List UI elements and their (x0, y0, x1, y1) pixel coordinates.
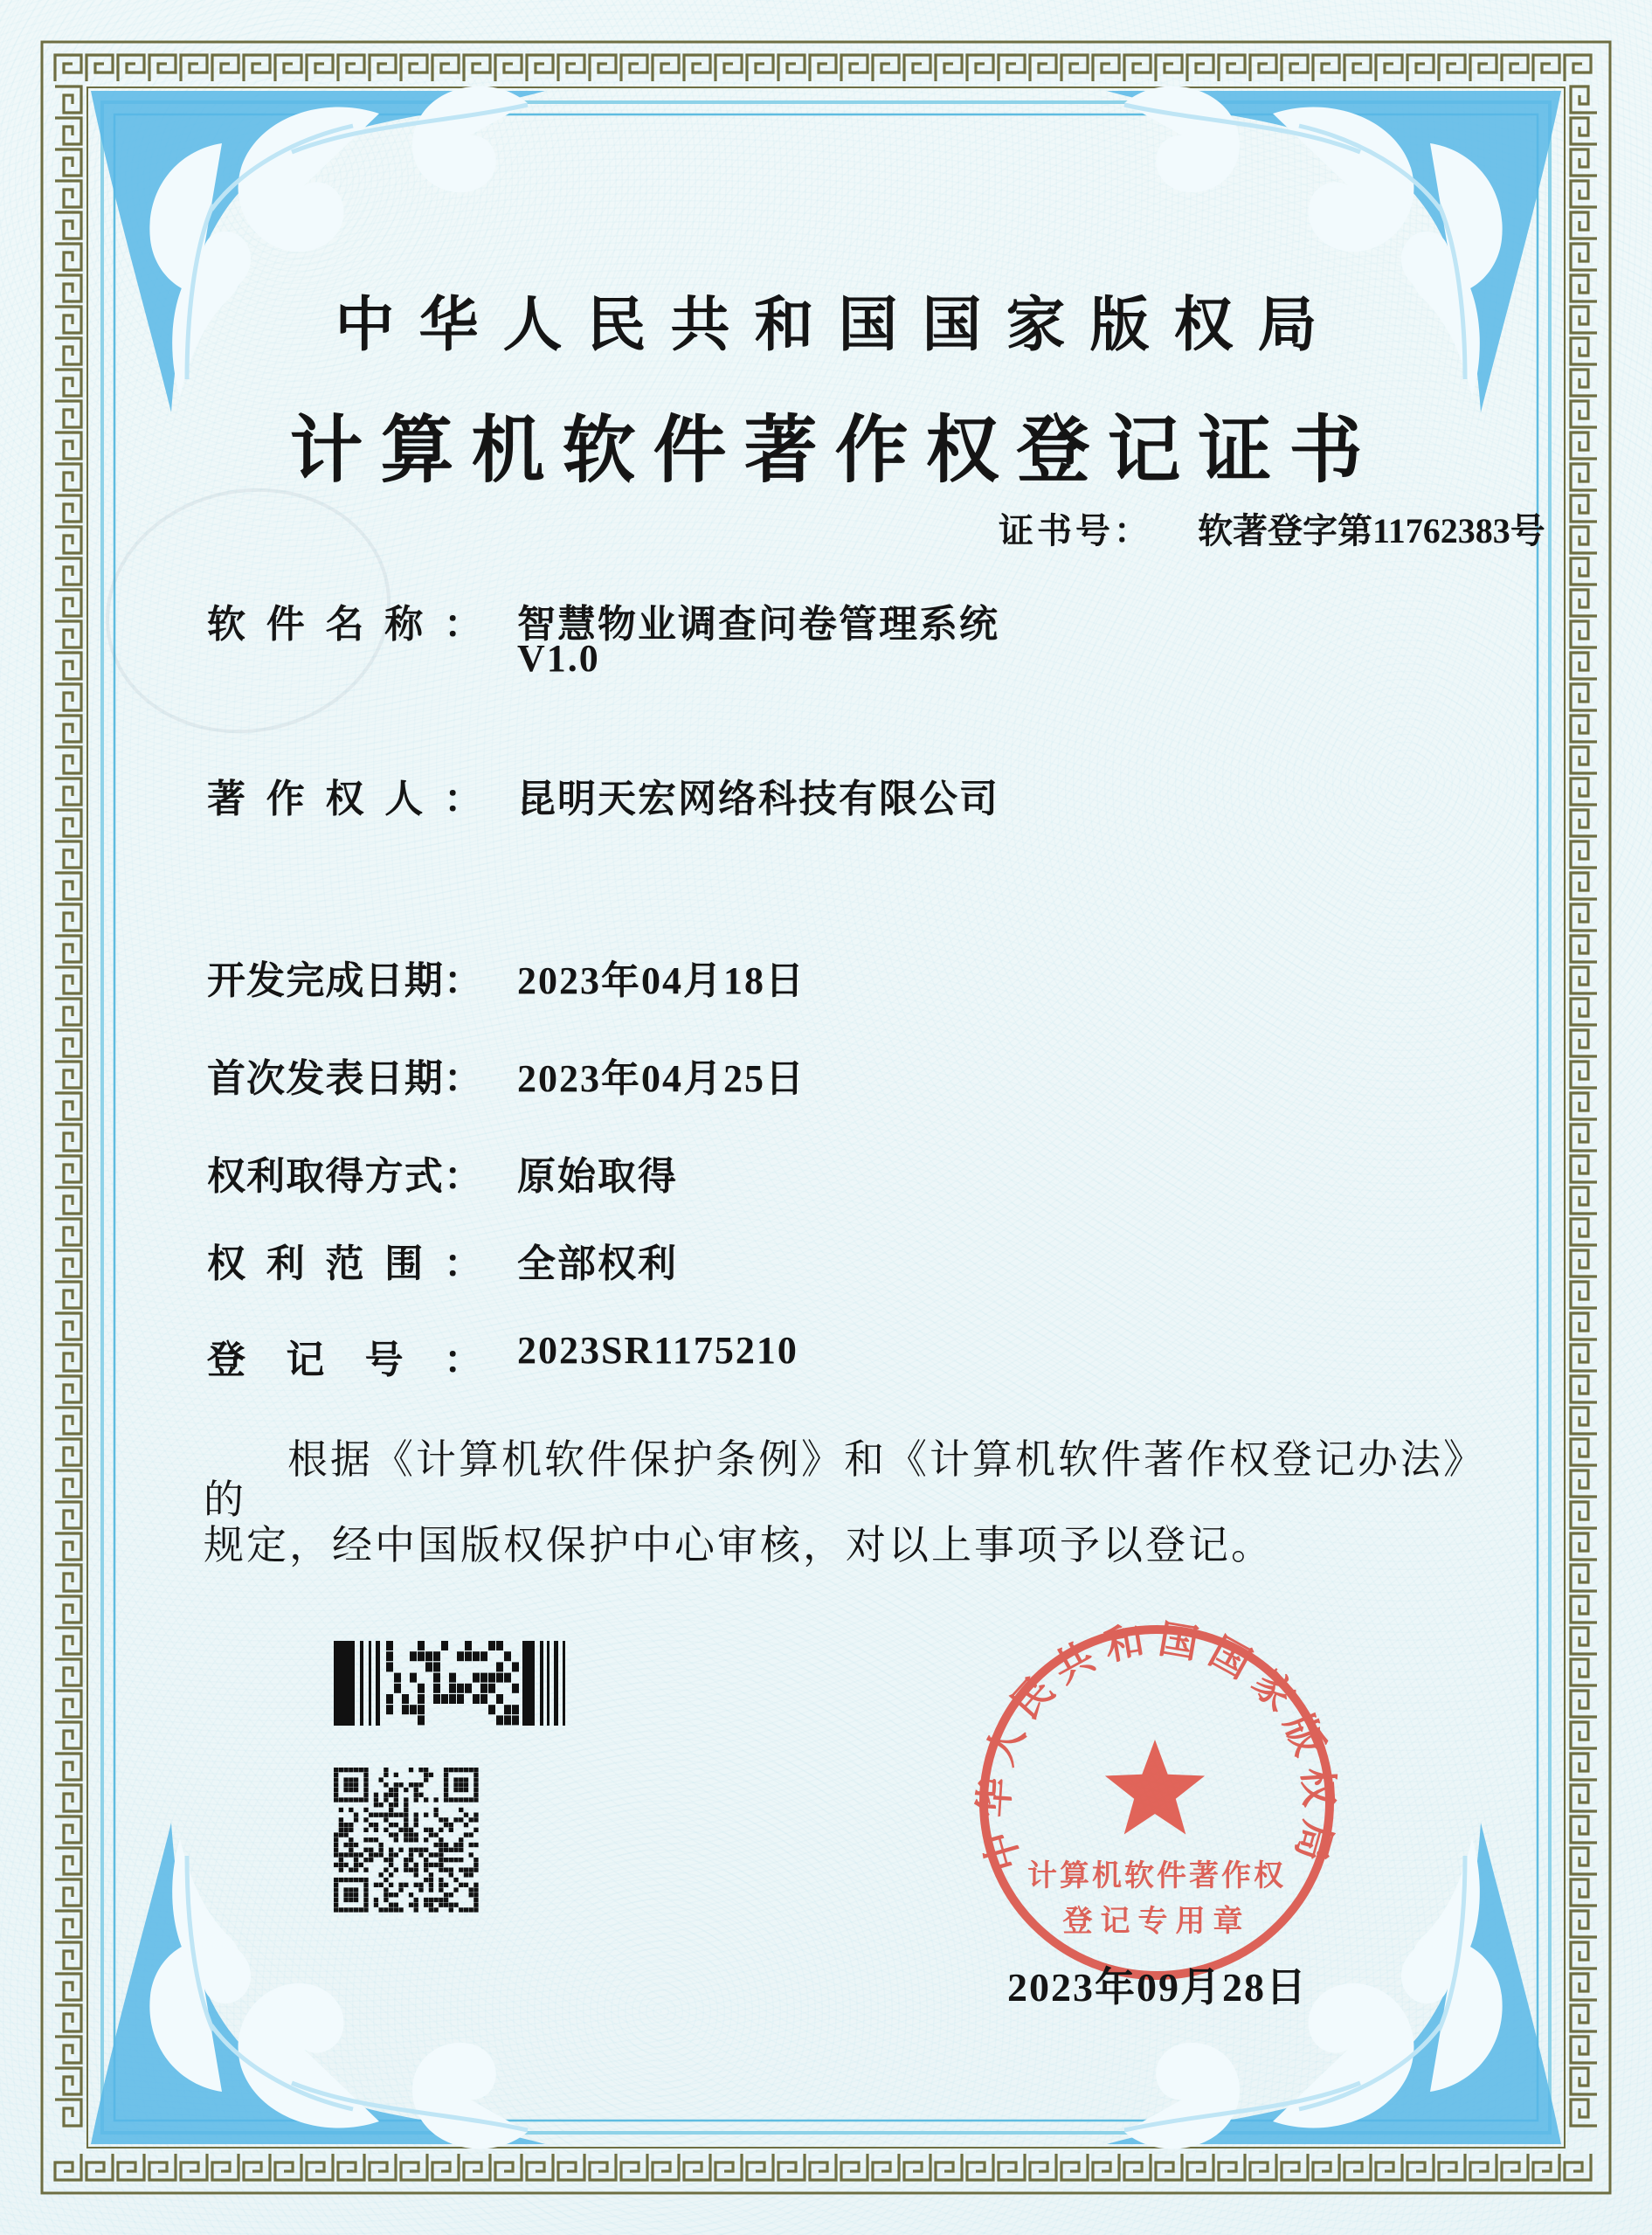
issue-date: 2023年09月28日 (1007, 1965, 1308, 2010)
field-registration-number (207, 1328, 798, 1384)
registration-number-label: 登记号： (207, 1339, 482, 1381)
field-rights-scope (207, 1232, 678, 1288)
qr-code (334, 1768, 479, 1913)
registration-number-value: 2023SR1175210 (517, 1329, 798, 1372)
seal-text-line1: 计算机软件著作权 (1027, 1860, 1286, 1892)
statement-line1: 根据《计算机软件保护条例》和《计算机软件著作权登记办法》的 (204, 1437, 1486, 1522)
seal-star (1105, 1740, 1205, 1835)
rights-acquisition-value: 原始取得 (517, 1155, 678, 1198)
rights-scope-label: 权利范围： (207, 1242, 482, 1285)
field-version (207, 636, 600, 681)
field-rights-acquisition (207, 1145, 678, 1201)
dev-complete-date-value: 2023年04月18日 (517, 959, 805, 1002)
corner-flourish-top-right (1107, 86, 1561, 412)
field-copyright-owner (207, 767, 999, 823)
software-name-value: 智慧物业调查问卷管理系统 (517, 603, 999, 646)
barcode-2d (334, 1641, 571, 1726)
rights-acquisition-label: 权利取得方式： (207, 1155, 482, 1198)
version-value: V1.0 (517, 637, 600, 680)
dev-complete-date-label: 开发完成日期： (207, 959, 482, 1002)
seal-arc-text: 中华人民共和国国家版权局 (971, 1616, 1342, 1877)
official-seal (969, 1615, 1344, 1990)
field-dev-complete-date (207, 949, 805, 1005)
certificate-number-value: 软著登字第11762383号 (1198, 511, 1545, 550)
seal-text-line2: 登记专用章 (1062, 1906, 1251, 1938)
copyright-owner-value: 昆明天宏网络科技有限公司 (517, 778, 999, 820)
first-publish-date-value: 2023年04月25日 (517, 1057, 805, 1100)
field-first-publish-date (207, 1047, 805, 1103)
certificate-number-row (999, 503, 1545, 553)
outer-frame-line (42, 42, 1610, 2193)
certificate-number-label: 证书号： (999, 511, 1152, 550)
software-name-label: 软件名称： (207, 603, 482, 646)
corner-flourish-top-left (91, 86, 545, 412)
first-publish-date-label: 首次发表日期： (207, 1057, 482, 1100)
rights-scope-value: 全部权利 (517, 1242, 678, 1285)
greek-key-border (55, 55, 1597, 2180)
copyright-owner-label: 著作权人： (207, 778, 482, 820)
statement-line2: 规定，经中国版权保护中心审核，对以上事项予以登记。 (204, 1523, 1274, 1567)
authority-title: 中华人民共和国国家版权局 (335, 292, 1342, 358)
certificate-title: 计算机软件著作权登记证书 (289, 411, 1380, 492)
